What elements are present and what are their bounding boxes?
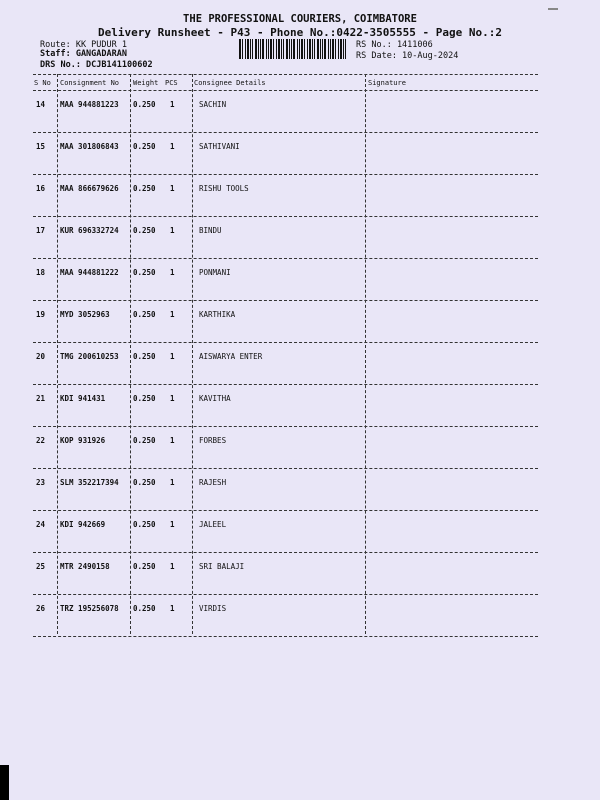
table-row bbox=[0, 510, 600, 552]
consignee-name: AISWARYA ENTER bbox=[199, 352, 263, 361]
consignee-name: SRI BALAJI bbox=[199, 562, 245, 571]
header-rule-top bbox=[33, 74, 538, 75]
row-weight: 0.250 bbox=[133, 310, 156, 319]
barcode-bar bbox=[286, 39, 288, 59]
consignment-no: KOP 931926 bbox=[60, 436, 106, 445]
barcode-bar bbox=[247, 39, 249, 59]
row-pcs: 1 bbox=[170, 520, 175, 529]
row-weight: 0.250 bbox=[133, 394, 156, 403]
barcode-bar bbox=[343, 39, 344, 59]
row-weight: 0.250 bbox=[133, 226, 156, 235]
row-pcs: 1 bbox=[170, 604, 175, 613]
barcode-bar bbox=[268, 39, 269, 59]
col-header-signature: Signature bbox=[368, 79, 406, 87]
barcode-bar bbox=[242, 39, 243, 59]
row-sno: 18 bbox=[36, 268, 46, 277]
row-sno: 22 bbox=[36, 436, 46, 445]
barcode-bar bbox=[338, 39, 339, 59]
consignment-no: SLM 352217394 bbox=[60, 478, 119, 487]
col-header-weight: Weight bbox=[133, 79, 159, 87]
row-pcs: 1 bbox=[170, 226, 175, 235]
table-row bbox=[0, 594, 600, 636]
table-row bbox=[0, 384, 600, 426]
consignment-no: MYD 3052963 bbox=[60, 310, 110, 319]
row-sno: 14 bbox=[36, 100, 46, 109]
row-sno: 16 bbox=[36, 184, 46, 193]
consignee-name: JALEEL bbox=[199, 520, 227, 529]
barcode-bar bbox=[330, 39, 331, 59]
barcode-bar bbox=[239, 39, 241, 59]
row-weight: 0.250 bbox=[133, 100, 156, 109]
table-row bbox=[0, 132, 600, 174]
row-weight: 0.250 bbox=[133, 352, 156, 361]
barcode-bar bbox=[328, 39, 329, 59]
table-row bbox=[0, 174, 600, 216]
row-sno: 26 bbox=[36, 604, 46, 613]
barcode-bar bbox=[304, 39, 305, 59]
row-sno: 17 bbox=[36, 226, 46, 235]
barcode-bar bbox=[332, 39, 334, 59]
col-header-consignee: Consignee Details bbox=[194, 79, 266, 87]
consignee-name: SACHIN bbox=[199, 100, 227, 109]
row-sno: 23 bbox=[36, 478, 46, 487]
row-weight: 0.250 bbox=[133, 478, 156, 487]
rs-number: RS No.: 1411006 bbox=[356, 40, 433, 50]
row-pcs: 1 bbox=[170, 142, 175, 151]
row-pcs: 1 bbox=[170, 100, 175, 109]
table-row bbox=[0, 300, 600, 342]
row-pcs: 1 bbox=[170, 268, 175, 277]
row-pcs: 1 bbox=[170, 436, 175, 445]
barcode-bar bbox=[252, 39, 253, 59]
consignment-no: MAA 944881223 bbox=[60, 100, 119, 109]
rs-date: RS Date: 10-Aug-2024 bbox=[356, 51, 459, 61]
barcode-bar bbox=[258, 39, 259, 59]
consignee-name: BINDU bbox=[199, 226, 222, 235]
row-weight: 0.250 bbox=[133, 562, 156, 571]
barcode-bar bbox=[314, 39, 315, 59]
table-row bbox=[0, 216, 600, 258]
col-header-consignment: Consignment No bbox=[60, 79, 120, 87]
table-row bbox=[0, 552, 600, 594]
barcode-bar bbox=[255, 39, 257, 59]
row-pcs: 1 bbox=[170, 352, 175, 361]
barcode-bar bbox=[307, 39, 308, 59]
row-pcs: 1 bbox=[170, 310, 175, 319]
consignment-no: KDI 942669 bbox=[60, 520, 106, 529]
row-pcs: 1 bbox=[170, 562, 175, 571]
barcode-bar bbox=[335, 39, 336, 59]
barcode-bar bbox=[266, 39, 267, 59]
col-header-sno: S No bbox=[34, 79, 51, 87]
row-weight: 0.250 bbox=[133, 268, 156, 277]
row-sno: 19 bbox=[36, 310, 46, 319]
company-title: THE PROFESSIONAL COURIERS, COIMBATORE bbox=[183, 13, 417, 25]
consignment-no: KUR 696332724 bbox=[60, 226, 119, 235]
barcode-bar bbox=[281, 39, 282, 59]
table-row bbox=[0, 258, 600, 300]
consignment-no: MAA 301806843 bbox=[60, 142, 119, 151]
route-label: Route: KK PUDUR 1 bbox=[40, 40, 127, 50]
table-row bbox=[0, 468, 600, 510]
barcode-bar bbox=[301, 39, 303, 59]
barcode-bar bbox=[276, 39, 277, 59]
barcode-bar bbox=[299, 39, 300, 59]
consignee-name: VIRDIS bbox=[199, 604, 227, 613]
barcode-bar bbox=[297, 39, 298, 59]
barcode-bar bbox=[340, 39, 342, 59]
scan-mark bbox=[548, 8, 558, 10]
consignee-name: FORBES bbox=[199, 436, 227, 445]
row-weight: 0.250 bbox=[133, 142, 156, 151]
barcode-bar bbox=[278, 39, 280, 59]
row-separator bbox=[33, 636, 538, 637]
row-weight: 0.250 bbox=[133, 184, 156, 193]
barcode-bar bbox=[345, 39, 346, 59]
table-row bbox=[0, 342, 600, 384]
barcode-bar bbox=[291, 39, 292, 59]
consignment-no: MAA 866679626 bbox=[60, 184, 119, 193]
barcode-bar bbox=[245, 39, 246, 59]
barcode-bar bbox=[260, 39, 261, 59]
barcode-bar bbox=[293, 39, 295, 59]
barcode-bar bbox=[320, 39, 321, 59]
row-weight: 0.250 bbox=[133, 604, 156, 613]
consignee-name: PONMANI bbox=[199, 268, 231, 277]
row-pcs: 1 bbox=[170, 184, 175, 193]
barcode-bar bbox=[317, 39, 319, 59]
consignment-no: KDI 941431 bbox=[60, 394, 106, 403]
row-weight: 0.250 bbox=[133, 436, 156, 445]
row-sno: 25 bbox=[36, 562, 46, 571]
row-sno: 21 bbox=[36, 394, 46, 403]
scan-edge bbox=[0, 765, 9, 800]
row-sno: 15 bbox=[36, 142, 46, 151]
consignment-no: TRZ 195256078 bbox=[60, 604, 119, 613]
consignee-name: RISHU TOOLS bbox=[199, 184, 249, 193]
consignee-name: KAVITHA bbox=[199, 394, 231, 403]
row-weight: 0.250 bbox=[133, 520, 156, 529]
table-row bbox=[0, 426, 600, 468]
consignee-name: KARTHIKA bbox=[199, 310, 236, 319]
runsheet-title: Delivery Runsheet - P43 - Phone No.:0422-3505555 - Page No.:2 bbox=[98, 26, 502, 39]
barcode bbox=[238, 39, 350, 59]
consignee-name: RAJESH bbox=[199, 478, 227, 487]
consignment-no: MAA 944881222 bbox=[60, 268, 119, 277]
table-row bbox=[0, 90, 600, 132]
barcode-bar bbox=[322, 39, 323, 59]
barcode-bar bbox=[324, 39, 326, 59]
row-pcs: 1 bbox=[170, 394, 175, 403]
barcode-bar bbox=[283, 39, 284, 59]
row-pcs: 1 bbox=[170, 478, 175, 487]
barcode-bar bbox=[289, 39, 290, 59]
barcode-bar bbox=[273, 39, 274, 59]
barcode-bar bbox=[312, 39, 313, 59]
consignment-no: TMG 200610253 bbox=[60, 352, 119, 361]
drs-number: DRS No.: DCJB141100602 bbox=[40, 60, 153, 70]
consignee-name: SATHIVANI bbox=[199, 142, 240, 151]
barcode-bar bbox=[250, 39, 251, 59]
row-sno: 20 bbox=[36, 352, 46, 361]
barcode-bar bbox=[270, 39, 272, 59]
staff-label: Staff: GANGADARAN bbox=[40, 49, 127, 59]
barcode-bar bbox=[309, 39, 311, 59]
consignment-no: MTR 2490158 bbox=[60, 562, 110, 571]
col-header-pcs: PCS bbox=[165, 79, 178, 87]
barcode-bar bbox=[262, 39, 264, 59]
row-sno: 24 bbox=[36, 520, 46, 529]
